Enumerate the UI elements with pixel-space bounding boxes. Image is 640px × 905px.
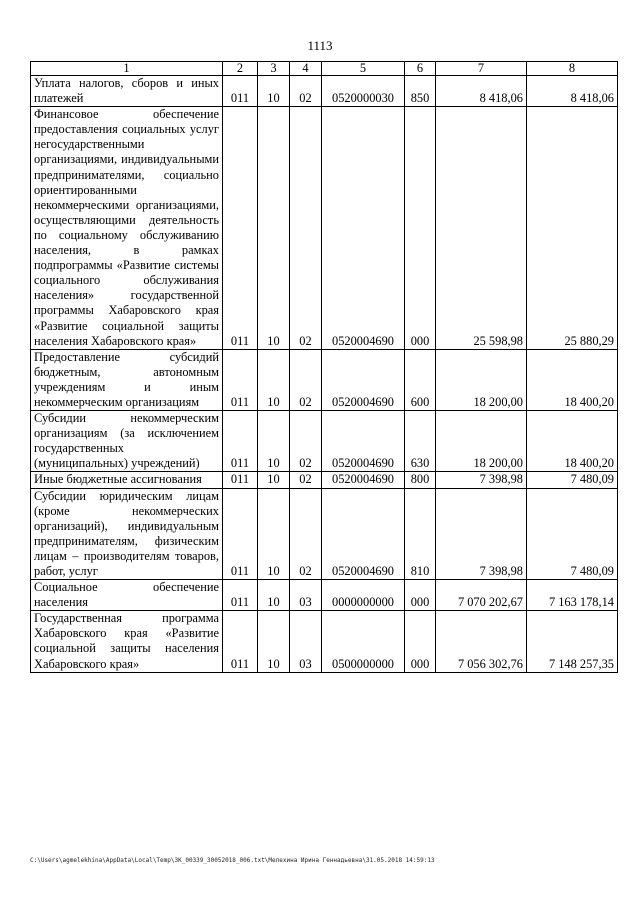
row-admin-code: 011 [223,580,258,611]
row-name: Социальное обеспечение населения [31,580,223,611]
row-target-article: 0520000030 [322,76,405,107]
header-col-1: 1 [31,62,223,76]
table-row [31,488,618,580]
row-section: 10 [258,107,290,350]
row-admin-code: 011 [223,488,258,580]
row-amount-year2: 18 400,20 [527,411,618,472]
row-expense-type: 000 [405,107,436,350]
table-row [31,411,618,472]
row-target-article: 0500000000 [322,611,405,672]
row-name: Государственная программа Хабаровского края «Развитие социальной защиты населения Хабаровского края» [31,611,223,672]
row-amount-year1: 18 200,00 [436,411,527,472]
row-expense-type: 000 [405,611,436,672]
row-amount-year1: 7 398,98 [436,472,527,488]
row-admin-code: 011 [223,472,258,488]
row-amount-year2: 8 418,06 [527,76,618,107]
row-amount-year1: 7 398,98 [436,488,527,580]
row-admin-code: 011 [223,411,258,472]
row-subsection: 02 [290,411,322,472]
row-name: Субсидии юридическим лицам (кроме некоммерческих организаций), индивидуальным предпринимателям, физическим лицам – производителям товаров, работ, услуг [31,488,223,580]
row-amount-year2: 7 148 257,35 [527,611,618,672]
table-row [31,580,618,611]
row-expense-type: 630 [405,411,436,472]
row-target-article: 0520004690 [322,107,405,350]
table-row [31,472,618,488]
row-admin-code: 011 [223,107,258,350]
row-amount-year2: 7 480,09 [527,472,618,488]
row-section: 10 [258,580,290,611]
page-number: 1113 [307,38,333,53]
row-expense-type: 850 [405,76,436,107]
row-target-article: 0000000000 [322,580,405,611]
row-expense-type: 800 [405,472,436,488]
row-name: Финансовое обеспечение предоставления социальных услуг негосударственными организациями, индивидуальными предпринимателями, социально ориентированными некоммерческими организациями, осуществляющими деятельность по социальному обслуживанию населения, в рамках подпрограммы «Развитие системы социального обслуживания населения» государственной программы Хабаровского края «Развитие социальной защиты населения Хабаровского края» [31,107,223,350]
row-subsection: 02 [290,76,322,107]
row-target-article: 0520004690 [322,349,405,410]
row-amount-year2: 7 163 178,14 [527,580,618,611]
row-admin-code: 011 [223,349,258,410]
row-section: 10 [258,611,290,672]
header-col-6: 6 [405,62,436,76]
row-admin-code: 011 [223,611,258,672]
row-subsection: 03 [290,580,322,611]
document-path-footer: C:\Users\agmelekhina\AppData\Local\Temp\3K_00339_30052018_006.txt\Мелехина Ирина Геннадьевна\31.05.2018 14:59:13 [30,857,435,864]
row-amount-year2: 25 880,29 [527,107,618,350]
row-subsection: 02 [290,472,322,488]
row-amount-year2: 18 400,20 [527,349,618,410]
row-expense-type: 000 [405,580,436,611]
row-expense-type: 810 [405,488,436,580]
table-row [31,611,618,672]
row-amount-year1: 7 056 302,76 [436,611,527,672]
row-section: 10 [258,411,290,472]
row-amount-year1: 8 418,06 [436,76,527,107]
row-section: 10 [258,488,290,580]
row-target-article: 0520004690 [322,472,405,488]
row-section: 10 [258,472,290,488]
header-col-7: 7 [436,62,527,76]
header-col-8: 8 [527,62,618,76]
row-amount-year1: 25 598,98 [436,107,527,350]
row-target-article: 0520004690 [322,411,405,472]
table-row [31,349,618,410]
row-subsection: 02 [290,107,322,350]
table-row [31,76,618,107]
header-col-5: 5 [322,62,405,76]
row-subsection: 03 [290,611,322,672]
row-name: Уплата налогов, сборов и иных платежей [31,76,223,107]
row-section: 10 [258,76,290,107]
row-amount-year2: 7 480,09 [527,488,618,580]
row-subsection: 02 [290,349,322,410]
row-admin-code: 011 [223,76,258,107]
header-col-4: 4 [290,62,322,76]
header-col-3: 3 [258,62,290,76]
row-target-article: 0520004690 [322,488,405,580]
row-subsection: 02 [290,488,322,580]
table-header-row [31,62,618,76]
header-col-2: 2 [223,62,258,76]
row-amount-year1: 7 070 202,67 [436,580,527,611]
row-expense-type: 600 [405,349,436,410]
row-name: Иные бюджетные ассигнования [31,472,223,488]
row-amount-year1: 18 200,00 [436,349,527,410]
budget-table [30,61,618,673]
table-row [31,107,618,350]
row-section: 10 [258,349,290,410]
row-name: Предоставление субсидий бюджетным, автономным учреждениям и иным некоммерческим организациям [31,349,223,410]
row-name: Субсидии некоммерческим организациям (за исключением государственных (муниципальных) учреждений) [31,411,223,472]
